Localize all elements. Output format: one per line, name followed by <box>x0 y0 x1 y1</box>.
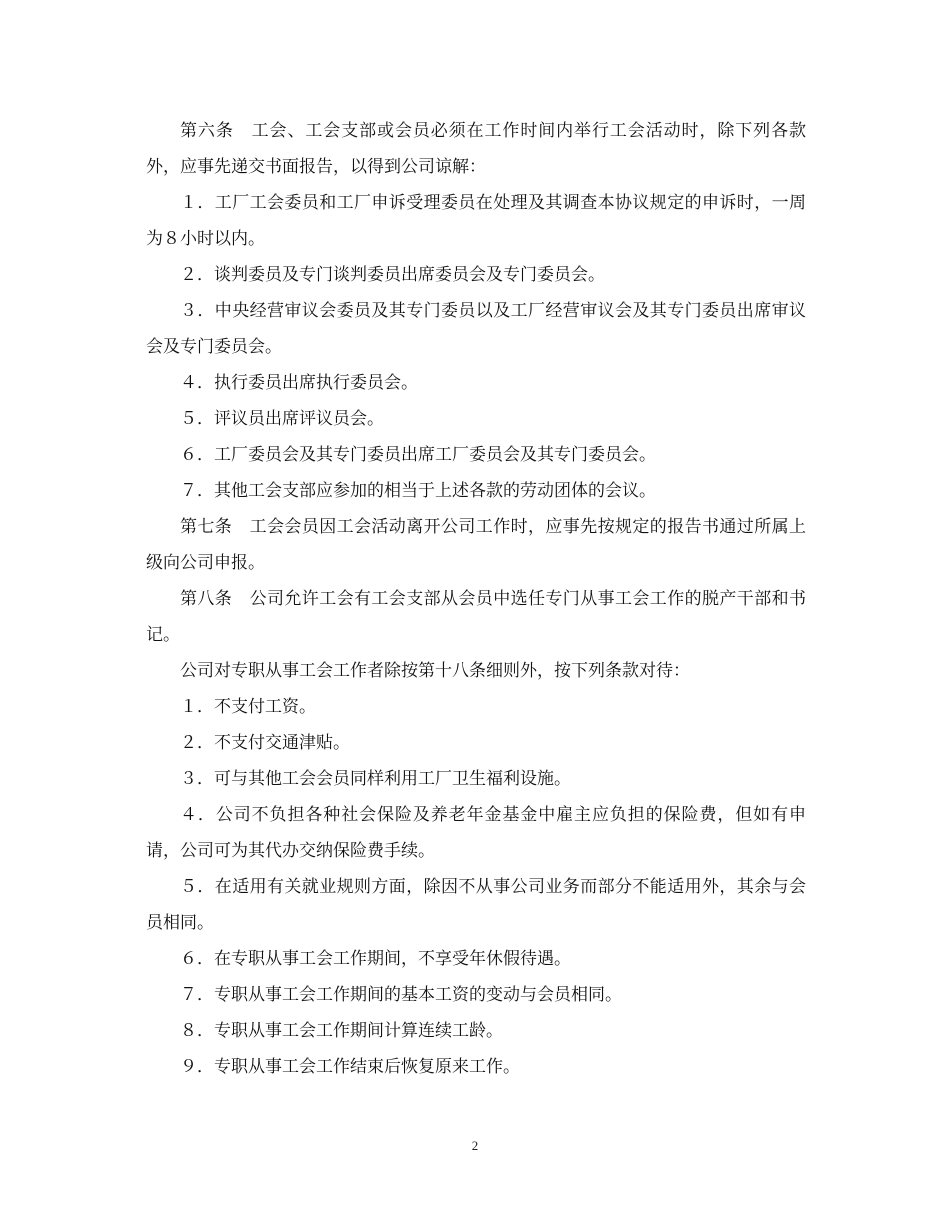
article-6-item-6: ６．工厂委员会及其专门委员出席工厂委员会及其专门委员会。 <box>180 445 656 465</box>
article-8-item-9: ９．专职从事工会工作结束后恢复原来工作。 <box>180 1057 520 1077</box>
article-8: 第八条 公司允许工会有工会支部从会员中选任专门从事工会工作的脱产干部和书记。 <box>146 589 806 645</box>
article-6-item-4: ４．执行委员出席执行委员会。 <box>180 373 418 393</box>
article-8-item-1: １．不支付工资。 <box>180 697 316 717</box>
article-6-item-7: ７．其他工会支部应参加的相当于上述各款的劳动团体的会议。 <box>180 481 656 501</box>
article-8-item-7: ７．专职从事工会工作期间的基本工资的变动与会员相同。 <box>180 985 622 1005</box>
article-8-item-8: ８．专职从事工会工作期间计算连续工龄。 <box>180 1021 503 1041</box>
article-6-item-2: ２．谈判委员及专门谈判委员出席委员会及专门委员会。 <box>180 265 605 285</box>
article-8-item-6: ６．在专职从事工会工作期间，不享受年休假待遇。 <box>180 949 571 969</box>
article-8-item-2: ２．不支付交通津贴。 <box>180 733 350 753</box>
article-6-item-1: １．工厂工会委员和工厂申诉受理委员在处理及其调查本协议规定的申诉时，一周为８小时以内。 <box>146 193 806 249</box>
article-6-item-3: ３．中央经营审议会委员及其专门委员以及工厂经营审议会及其专门委员出席审议会及专门委员会。 <box>146 301 806 357</box>
article-6-item-5: ５．评议员出席评议员会。 <box>180 409 384 429</box>
article-8-treatment-intro: 公司对专职从事工会工作者除按第十八条细则外，按下列条款对待： <box>180 661 690 681</box>
document-body <box>146 113 806 1085</box>
article-6-intro: 第六条 工会、工会支部或会员必须在工作时间内举行工会活动时，除下列各款外，应事先递交书面报告，以得到公司谅解： <box>146 121 806 177</box>
article-8-item-4: ４．公司不负担各种社会保险及养老年金基金中雇主应负担的保险费，但如有申请，公司可为其代办交纳保险费手续。 <box>146 805 806 861</box>
article-8-item-3: ３．可与其他工会会员同样利用工厂卫生福利设施。 <box>180 769 571 789</box>
page-number: 2 <box>471 1138 479 1153</box>
article-8-item-5: ５．在适用有关就业规则方面，除因不从事公司业务而部分不能适用外，其余与会员相同。 <box>146 877 806 933</box>
article-7: 第七条 工会会员因工会活动离开公司工作时，应事先按规定的报告书通过所属上级向公司申报。 <box>146 517 806 573</box>
